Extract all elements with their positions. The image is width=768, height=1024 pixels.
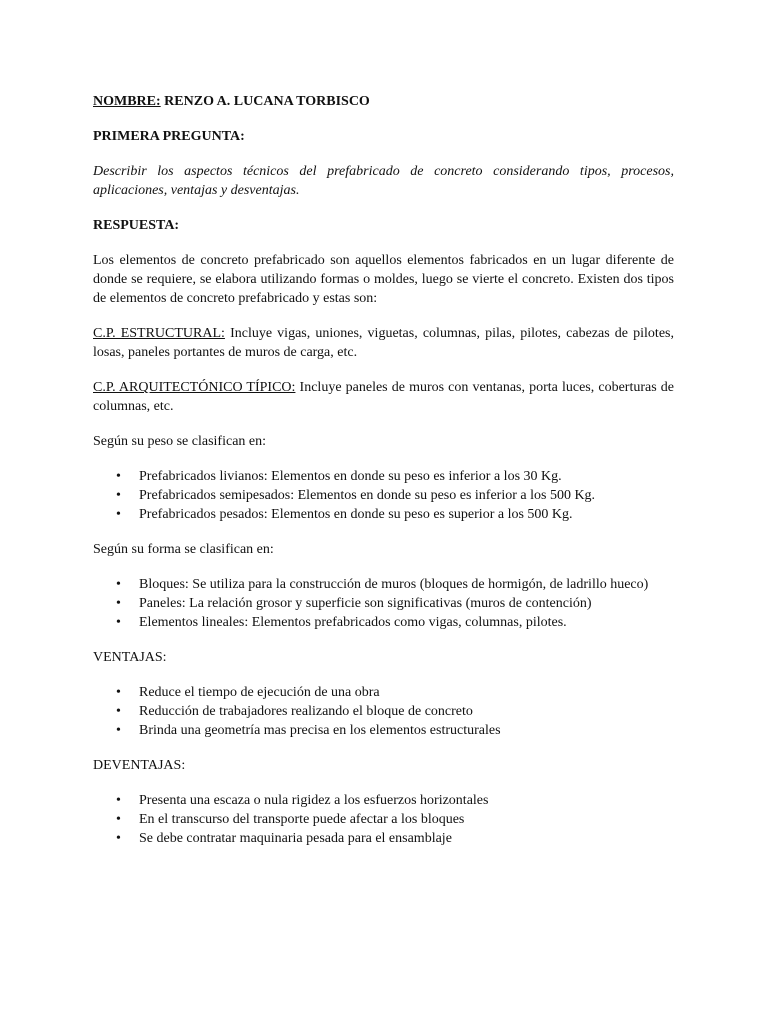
name-value: RENZO A. LUCANA TORBISCO <box>160 94 370 109</box>
question-text: Describir los aspectos técnicos del prefabricado de concreto considerando tipos, procesos, aplicaciones, ventajas y desventajas. <box>93 164 674 198</box>
list-item <box>93 575 674 594</box>
list-item-text: Presenta una escaza o nula rigidez a los esfuerzos horizontales <box>139 793 489 808</box>
weight-heading: Según su peso se clasifican en: <box>93 434 267 449</box>
list-item-text: Reduce el tiempo de ejecución de una obra <box>139 685 380 700</box>
answer-intro: Los elementos de concreto prefabricado son aquellos elementos fabricados en un lugar diferente de donde se requiere, se elabora utilizando formas o moldes, luego se vierte el concreto. Existen dos tipos de elementos de concreto prefabricado y estas son: <box>93 253 674 306</box>
structural-label: C.P. ESTRUCTURAL: <box>93 326 225 341</box>
structural-text: Incluye vigas, uniones, viguetas, columnas, pilas, pilotes, cabezas de pilotes, losas, paneles portantes de muros de carga, etc. <box>93 326 674 360</box>
bullet-icon: • <box>116 812 121 827</box>
answer-title: RESPUESTA: <box>93 218 180 233</box>
list-item-text: Reducción de trabajadores realizando el bloque de concreto <box>139 704 473 719</box>
architectural-label: C.P. ARQUITECTÓNICO TÍPICO: <box>93 380 296 395</box>
list-item <box>93 613 674 632</box>
list-item <box>93 467 674 486</box>
list-item <box>93 486 674 505</box>
list-item-text: Brinda una geometría mas precisa en los elementos estructurales <box>139 723 501 738</box>
list-item <box>93 594 674 613</box>
list-item-text: Se debe contratar maquinaria pesada para el ensamblaje <box>139 831 452 846</box>
list-item <box>93 810 674 829</box>
list-item <box>93 721 674 740</box>
bullet-icon: • <box>116 723 121 738</box>
bullet-icon: • <box>116 793 121 808</box>
advantages-list <box>93 683 674 740</box>
architectural-paragraph <box>93 378 674 416</box>
bullet-icon: • <box>116 596 121 611</box>
bullet-icon: • <box>116 685 121 700</box>
list-item <box>93 683 674 702</box>
list-item-text: Prefabricados pesados: Elementos en donde su peso es superior a los 500 Kg. <box>139 507 573 522</box>
bullet-icon: • <box>116 507 121 522</box>
name-label: NOMBRE: <box>93 94 161 109</box>
list-item-text: Paneles: La relación grosor y superficie son significativas (muros de contención) <box>139 596 592 611</box>
disadvantages-list <box>93 791 674 848</box>
list-item-text: Bloques: Se utiliza para la construcción de muros (bloques de hormigón, de ladrillo hueco) <box>139 577 649 592</box>
disadvantages-heading: DEVENTAJAS: <box>93 758 186 773</box>
shape-list <box>93 575 674 632</box>
weight-list <box>93 467 674 524</box>
list-item <box>93 505 674 524</box>
structural-paragraph <box>93 324 674 362</box>
bullet-icon: • <box>116 615 121 630</box>
list-item-text: Elementos lineales: Elementos prefabricados como vigas, columnas, pilotes. <box>139 615 567 630</box>
shape-heading: Según su forma se clasifican en: <box>93 542 274 557</box>
name-line <box>93 92 674 111</box>
list-item <box>93 829 674 848</box>
list-item-text: Prefabricados livianos: Elementos en donde su peso es inferior a los 30 Kg. <box>139 469 562 484</box>
bullet-icon: • <box>116 831 121 846</box>
question-title: PRIMERA PREGUNTA: <box>93 129 245 144</box>
bullet-icon: • <box>116 704 121 719</box>
list-item <box>93 791 674 810</box>
list-item-text: Prefabricados semipesados: Elementos en donde su peso es inferior a los 500 Kg. <box>139 488 596 503</box>
architectural-text: Incluye paneles de muros con ventanas, porta luces, coberturas de columnas, etc. <box>93 380 674 414</box>
list-item <box>93 702 674 721</box>
bullet-icon: • <box>116 488 121 503</box>
bullet-icon: • <box>116 577 121 592</box>
document-page <box>93 92 674 848</box>
bullet-icon: • <box>116 469 121 484</box>
list-item-text: En el transcurso del transporte puede afectar a los bloques <box>139 812 465 827</box>
advantages-heading: VENTAJAS: <box>93 650 167 665</box>
